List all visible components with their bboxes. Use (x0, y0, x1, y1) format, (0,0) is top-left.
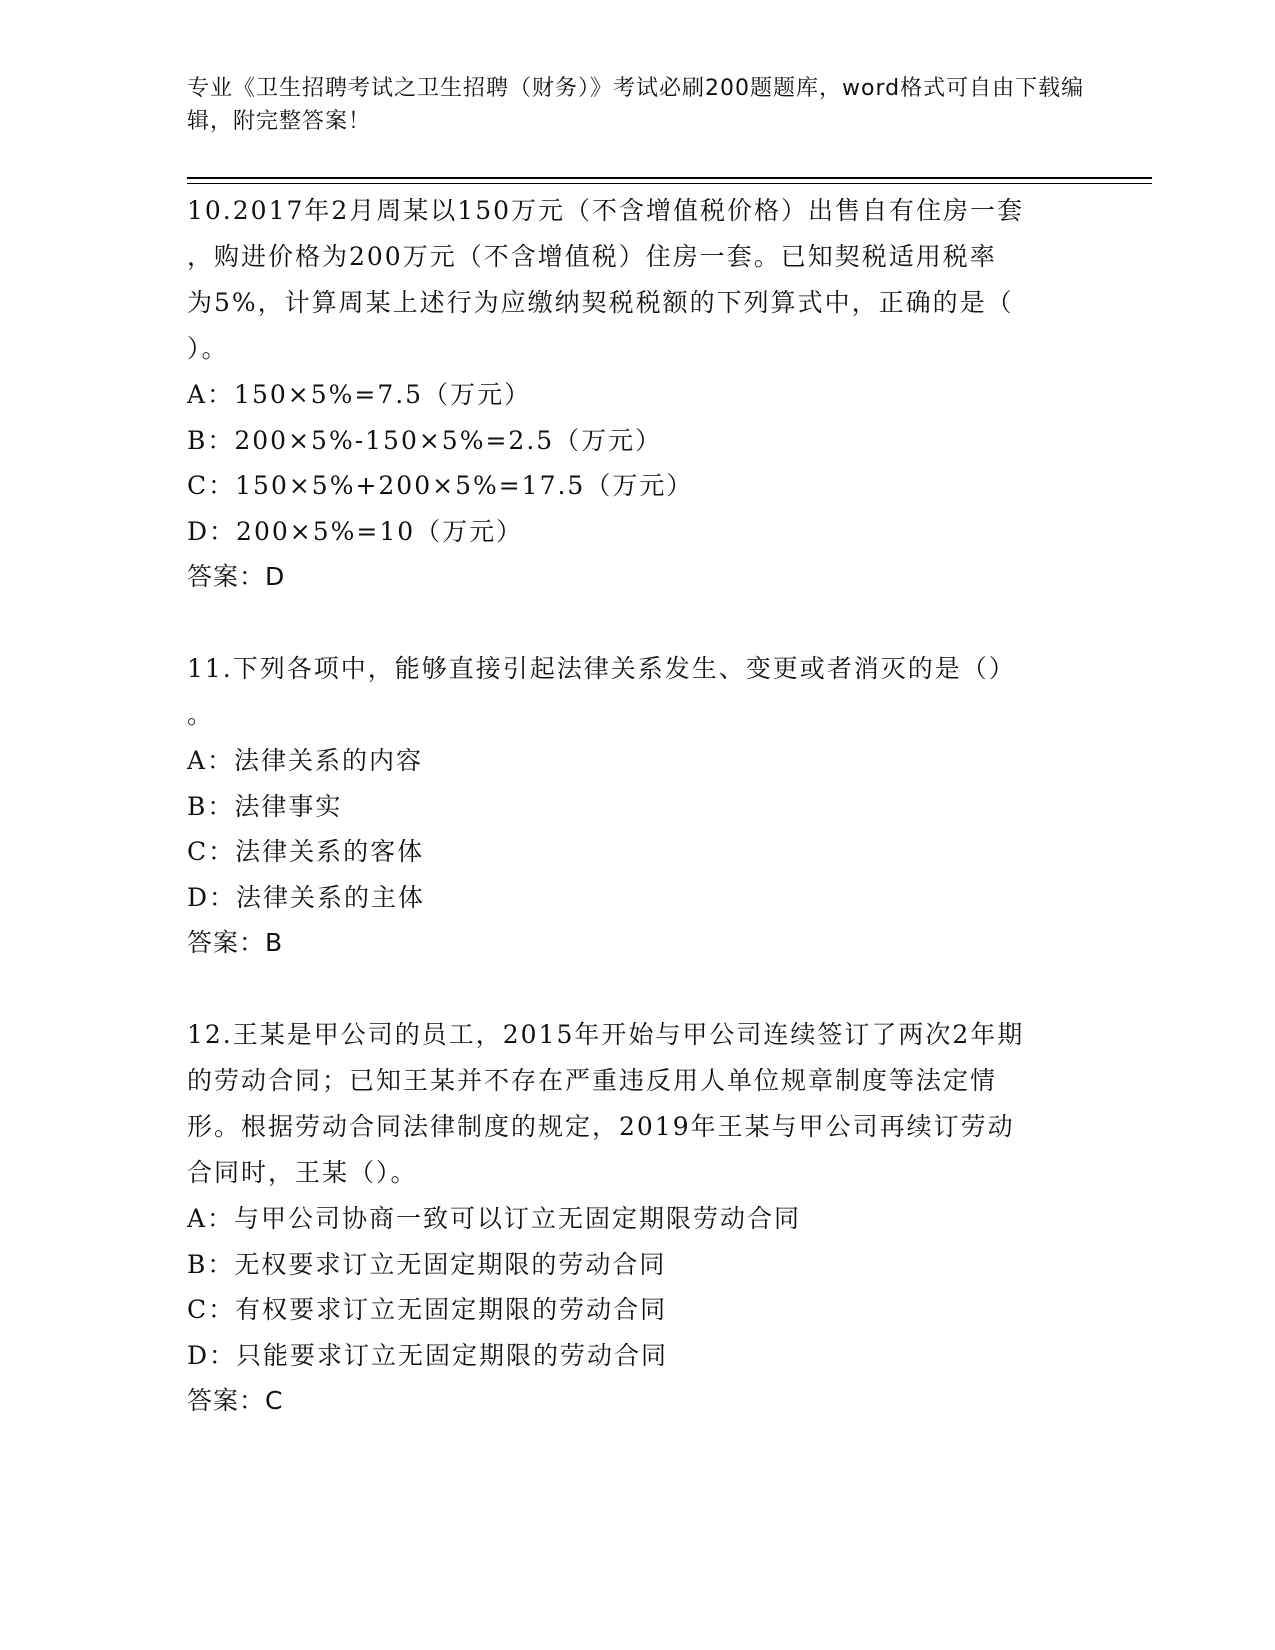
question-stem-line: 10.2017年2月周某以150万元（不含增值税价格）出售自有住房一套 (187, 196, 1025, 225)
option-c: C：有权要求订立无固定期限的劳动合同 (187, 1295, 668, 1324)
question-stem-line: 11.下列各项中，能够直接引起法律关系发生、变更或者消灭的是（） (187, 654, 1016, 683)
option-b: B：200×5%-150×5%=2.5（万元） (187, 425, 663, 455)
question-stem-line: 为5%，计算周某上述行为应缴纳契税税额的下列算式中，正确的是（ (187, 288, 1014, 317)
header-divider-thick (187, 177, 1152, 179)
document-header: 专业《卫生招聘考试之卫生招聘（财务）》考试必刷200题题库，word格式可自由下载编辑，附完整答案！ (187, 76, 1085, 134)
option-c: C：150×5%+200×5%=17.5（万元） (187, 471, 694, 500)
answer-line: 答案：C (187, 1386, 284, 1415)
question-stem-line: 合同时，王某（）。 (187, 1158, 418, 1187)
question-stem (187, 1012, 1087, 1196)
answer-line: 答案：B (187, 928, 284, 957)
question-12 (187, 1012, 1087, 1424)
question-stem-line: ）。 (187, 334, 229, 363)
header-divider-thin (187, 183, 1152, 184)
option-a: A：150×5%=7.5（万元） (187, 380, 532, 409)
question-11 (187, 646, 1087, 966)
option-a: A：与甲公司协商一致可以订立无固定期限劳动合同 (187, 1204, 802, 1233)
question-stem-line: ，购进价格为200万元（不含增值税）住房一套。已知契税适用税率 (187, 242, 997, 271)
option-b: B：法律事实 (187, 791, 343, 821)
option-b: B：无权要求订立无固定期限的劳动合同 (187, 1249, 667, 1279)
option-d: D：法律关系的主体 (187, 882, 426, 912)
option-a: A：法律关系的内容 (187, 746, 424, 775)
option-d: D：200×5%=10（万元） (187, 516, 524, 546)
question-stem (187, 188, 1087, 372)
question-10 (187, 188, 1087, 600)
question-stem (187, 646, 1087, 738)
question-stem-line: 。 (187, 700, 215, 729)
question-stem-line: 12.王某是甲公司的员工，2015年开始与甲公司连续签订了两次2年期 (187, 1020, 1025, 1049)
option-c: C：法律关系的客体 (187, 837, 425, 866)
option-d: D：只能要求订立无固定期限的劳动合同 (187, 1340, 669, 1370)
question-stem-line: 形。根据劳动合同法律制度的规定，2019年王某与甲公司再续订劳动 (187, 1112, 1015, 1141)
question-stem-line: 的劳动合同；已知王某并不存在严重违反用人单位规章制度等法定情 (187, 1066, 998, 1095)
answer-line: 答案：D (187, 562, 286, 591)
